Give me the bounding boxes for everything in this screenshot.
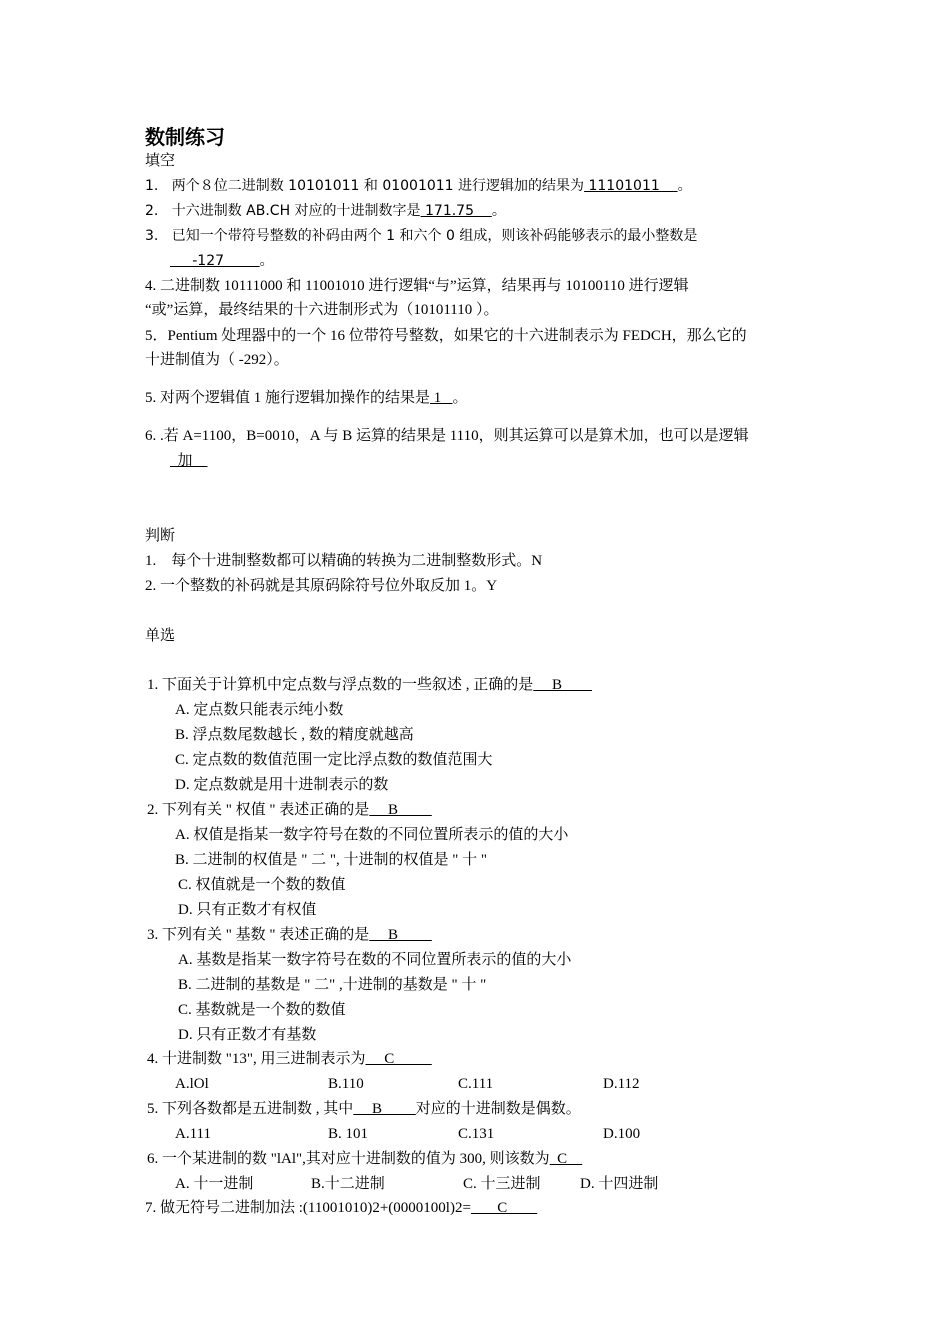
question-number: 3. bbox=[145, 228, 159, 244]
question-text: 4. 十进制数 "13", 用三进制表示为 bbox=[147, 1051, 366, 1067]
choice-option: B. 101 bbox=[328, 1126, 369, 1142]
answer-blank: B bbox=[369, 927, 432, 943]
answer-blank: 1 bbox=[430, 390, 453, 406]
choice-option: D. 定点数就是用十进制表示的数 bbox=[175, 777, 389, 793]
choice-option: B.110 bbox=[328, 1076, 364, 1092]
choice-option: C. 基数就是一个数的数值 bbox=[178, 1002, 346, 1018]
choice-question-5 bbox=[147, 1099, 581, 1119]
answer-blank: 11101011 bbox=[584, 178, 678, 194]
section-heading-fill: 填空 bbox=[145, 153, 176, 169]
question-text: 7. 做无符号二进制加法 :(11001010)2+(0000100l)2= bbox=[145, 1200, 471, 1216]
fill-question-3 bbox=[145, 226, 697, 246]
question-text: 1. 下面关于计算机中定点数与浮点数的一些叙述 , 正确的是 bbox=[147, 677, 534, 693]
choice-option: A. 定点数只能表示纯小数 bbox=[175, 702, 344, 718]
choice-option: A.lOl bbox=[175, 1076, 209, 1092]
question-text: 一个整数的补码就是其原码除符号位外取反加 1。Y bbox=[160, 578, 498, 594]
choice-option: B. 二进制的基数是 " 二" ,十进制的基数是 " 十 " bbox=[178, 977, 487, 993]
fill-question-5b bbox=[145, 388, 468, 408]
answer-blank: 171.75 bbox=[420, 203, 492, 219]
question-text: 3. 下列有关 " 基数 " 表述正确的是 bbox=[147, 927, 370, 943]
choice-option: A. 权值是指某一数字符号在数的不同位置所表示的值的大小 bbox=[175, 827, 569, 843]
choice-option: C. 权值就是一个数的数值 bbox=[178, 877, 346, 893]
answer-blank: C bbox=[549, 1151, 583, 1167]
section-heading-judge: 判断 bbox=[145, 528, 176, 544]
question-end: 。 bbox=[677, 178, 692, 194]
choice-question-7 bbox=[145, 1198, 537, 1218]
choice-option: C. 十三进制 bbox=[463, 1176, 541, 1192]
question-text: 两个８位二进制数 10101011 和 01001011 进行逻辑加的结果为 bbox=[171, 178, 585, 194]
question-end: 。 bbox=[491, 203, 506, 219]
question-text: 十六进制数 AB.CH 对应的十进制数字是 bbox=[171, 203, 421, 219]
question-text: 6. 一个某进制的数 "lAl",其对应十进制数的值为 300, 则该数为 bbox=[147, 1151, 550, 1167]
choice-option: C.111 bbox=[458, 1076, 494, 1092]
answer-blank: 加 bbox=[170, 453, 208, 469]
choice-option: C.131 bbox=[458, 1126, 495, 1142]
fill-question-1 bbox=[145, 176, 692, 196]
section-heading-choice: 单选 bbox=[145, 628, 176, 644]
question-text: 已知一个带符号整数的补码由两个 1 和六个 0 组成，则该补码能够表示的最小整数是 bbox=[171, 228, 698, 244]
choice-option: C. 定点数的数值范围一定比浮点数的数值范围大 bbox=[175, 752, 493, 768]
question-text: 5. 对两个逻辑值 1 施行逻辑加操作的结果是 bbox=[145, 390, 431, 406]
judge-question-1 bbox=[145, 551, 542, 571]
question-number: 2. bbox=[145, 203, 159, 219]
question-text: 2. 下列有关 " 权值 " 表述正确的是 bbox=[147, 802, 370, 818]
page-title: 数制练习 bbox=[145, 125, 225, 149]
choice-option: A. 十一进制 bbox=[175, 1176, 254, 1192]
choice-option: B.十二进制 bbox=[311, 1176, 385, 1192]
choice-option: D.100 bbox=[603, 1126, 641, 1142]
choice-option: A.111 bbox=[175, 1126, 211, 1142]
judge-question-2 bbox=[145, 576, 497, 596]
question-number: 1. bbox=[145, 553, 157, 569]
fill-question-4-line-1: 4. 二进制数 10111000 和 11001010 进行逻辑“与”运算，结果再与 10100110 进行逻辑 bbox=[145, 278, 689, 294]
fill-question-5a-line-1: 5．Pentium 处理器中的一个 16 位带符号整数，如果它的十六进制表示为 FEDCH，那么它的 bbox=[145, 328, 747, 344]
choice-option: B. 浮点数尾数越长 , 数的精度就越高 bbox=[175, 727, 414, 743]
fill-question-3-answer bbox=[170, 251, 274, 271]
choice-option: D.112 bbox=[603, 1076, 640, 1092]
answer-blank: C bbox=[470, 1200, 538, 1216]
choice-question-3 bbox=[147, 925, 432, 945]
question-end: 。 bbox=[259, 253, 274, 269]
choice-question-4 bbox=[147, 1049, 432, 1069]
answer-blank: C bbox=[365, 1051, 432, 1067]
question-number: 2. bbox=[145, 578, 157, 594]
fill-question-5a-line-2: 十进制值为（ -292）。 bbox=[145, 352, 289, 368]
fill-question-6-answer bbox=[170, 451, 208, 471]
choice-option: A. 基数是指某一数字符号在数的不同位置所表示的值的大小 bbox=[178, 952, 572, 968]
question-text: 每个十进制整数都可以精确的转换为二进制整数形式。N bbox=[171, 553, 543, 569]
choice-option: D. 只有正数才有基数 bbox=[178, 1027, 317, 1043]
fill-question-4-line-2: “或”运算，最终结果的十六进制形式为（10101110 ）。 bbox=[145, 302, 499, 318]
answer-blank: B bbox=[369, 802, 432, 818]
choice-option: B. 二进制的权值是 " 二 ", 十进制的权值是 " 十 " bbox=[175, 852, 487, 868]
answer-blank: B bbox=[533, 677, 593, 693]
answer-blank: -127 bbox=[170, 253, 260, 269]
choice-option: D. 只有正数才有权值 bbox=[178, 902, 317, 918]
question-tail: 对应的十进制数是偶数。 bbox=[415, 1101, 581, 1117]
fill-question-2 bbox=[145, 201, 506, 221]
question-text: 5. 下列各数都是五进制数 , 其中 bbox=[147, 1101, 354, 1117]
answer-blank: B bbox=[353, 1101, 416, 1117]
choice-question-6 bbox=[147, 1149, 582, 1169]
choice-question-2 bbox=[147, 800, 432, 820]
choice-question-1 bbox=[147, 675, 592, 695]
choice-option: D. 十四进制 bbox=[580, 1176, 659, 1192]
question-end: 。 bbox=[452, 390, 468, 406]
fill-question-6: 6. .若 A=1100，B=0010，A 与 B 运算的结果是 1110，则其运算可以是算术加，也可以是逻辑 bbox=[145, 428, 749, 444]
question-number: 1. bbox=[145, 178, 159, 194]
